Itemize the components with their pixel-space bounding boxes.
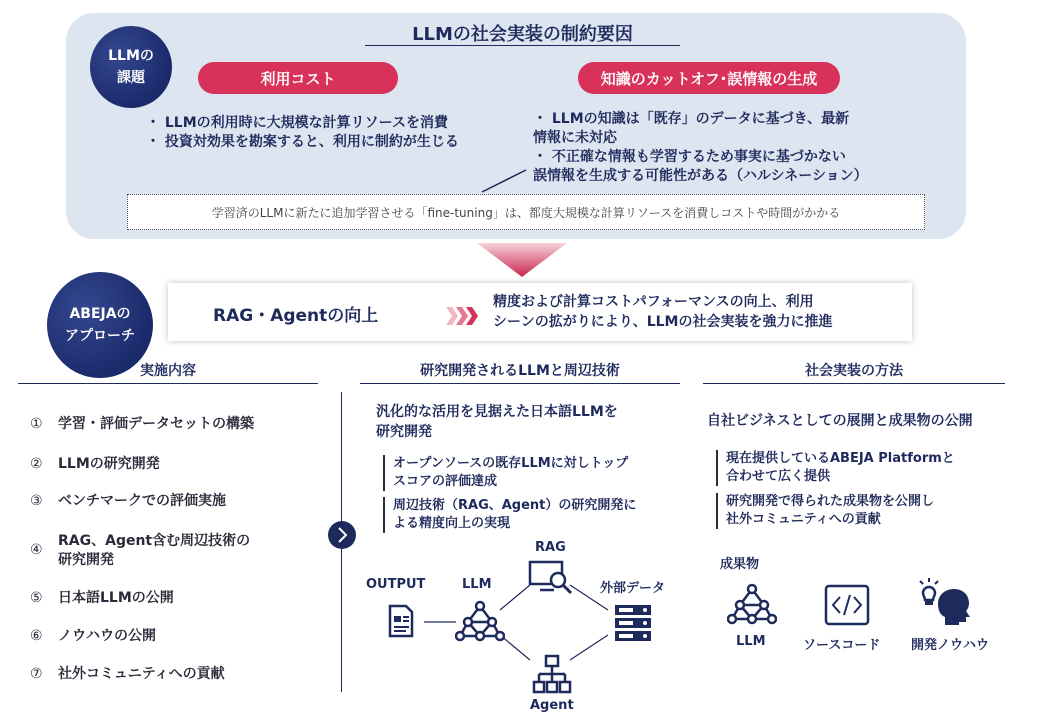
research-point-line2: スコアの評価達成 [393, 474, 498, 489]
research-point-line1: オープンソースの既存LLMに対しトップ [393, 456, 629, 471]
social-heading: 社会実装の方法 [805, 363, 903, 379]
deliverables-label: 成果物 [720, 557, 760, 572]
social-heading-line [703, 383, 1005, 384]
knowledge-point: ・ 不正確な情報も学習するため事実に基づかない [533, 149, 846, 165]
deliverable-code-label: ソースコード [803, 638, 881, 653]
cost-point: ・ LLMの利用時に大規模な計算リソースを消費 [146, 115, 448, 131]
item-number: ⑥ [30, 628, 43, 644]
knowledge-point: 情報に未対応 [533, 130, 617, 146]
social-point [716, 450, 996, 486]
chevron-right-icon [327, 520, 357, 550]
research-lead [376, 402, 676, 442]
social-point-line2: 合わせて広く提供 [726, 469, 831, 484]
callout-line [480, 160, 530, 194]
implementation-item [30, 492, 226, 511]
item-text-continued: 研究開発 [58, 552, 114, 568]
research-heading-line [360, 383, 680, 384]
implementation-item [30, 415, 254, 434]
rag-label: RAG [535, 540, 566, 555]
research-lead-line1: 汎化的な活用を見据えた日本語LLMを [376, 404, 618, 420]
research-point [383, 497, 673, 533]
approach-result-line1: 精度および計算コストパフォーマンスの向上、利用 [493, 294, 814, 310]
hierarchy-icon [532, 654, 572, 694]
deliverable-knowhow-label: 開発ノウハウ [911, 638, 990, 653]
item-text: ノウハウの公開 [58, 628, 156, 644]
cost-point: ・ 投資対効果を勘案すると、利用に制約が生じる [146, 134, 459, 150]
social-point-line1: 研究開発で得られた成果物を公開し [726, 494, 935, 509]
search-screen-icon [528, 560, 574, 596]
item-text: LLMの研究開発 [58, 456, 160, 472]
knowledge-point: ・ LLMの知識は「既存」のデータに基づき、最新 [533, 111, 850, 127]
constraints-title: LLMの社会実装の制約要因 [412, 24, 633, 45]
research-lead-line2: 研究開発 [376, 424, 432, 440]
social-point [716, 493, 996, 529]
knowledge-points [533, 110, 933, 186]
knowledge-cutoff-pill: 知識のカットオフ･誤情報の生成 [578, 62, 840, 94]
implementation-item [30, 589, 174, 608]
item-number: ② [30, 456, 43, 472]
implementation-heading-line [18, 383, 318, 384]
finetuning-note: 学習済のLLMに新たに追加学習させる「fine-tuning」は、都度大規模な計算リソースを消費しコストや時間がかかる [127, 194, 925, 230]
item-number: ⑦ [30, 666, 43, 682]
implementation-item [30, 455, 160, 474]
llm-issues-badge [90, 26, 172, 108]
approach-result [493, 292, 903, 332]
source-code-icon [824, 584, 870, 626]
database-server-icon [613, 603, 653, 643]
social-lead: 自社ビジネスとしての展開と成果物の公開 [707, 413, 973, 429]
item-text: 日本語LLMの公開 [58, 590, 174, 606]
deliverable-llm-label: LLM [736, 634, 766, 649]
agent-label: Agent [530, 698, 574, 713]
item-text: 学習・評価データセットの構築 [58, 416, 254, 432]
implementation-item [30, 665, 225, 684]
llm-issues-badge-line2: 課題 [117, 70, 145, 86]
research-heading: 研究開発されるLLMと周辺技術 [420, 363, 620, 379]
social-point-line2: 社外コミュニティへの貢献 [726, 512, 881, 527]
item-number: ① [30, 416, 43, 432]
down-arrow-icon [477, 243, 567, 277]
network-icon [727, 583, 777, 625]
research-point [383, 455, 673, 491]
abeja-approach-line2: アプローチ [65, 328, 135, 344]
document-icon [388, 604, 414, 638]
social-point-line1: 現在提供しているABEJA Platformと [726, 451, 955, 466]
knowledge-point: 誤情報を生成する可能性がある（ハルシネーション） [533, 168, 868, 184]
output-label: OUTPUT [366, 577, 426, 592]
research-point-line1: 周辺技術（RAG、Agent）の研究開発に [393, 498, 637, 513]
item-text: ベンチマークでの評価実施 [58, 493, 226, 509]
knowhow-head-icon [917, 577, 975, 627]
approach-label: RAG・Agentの向上 [213, 306, 379, 326]
item-number: ⑤ [30, 590, 43, 606]
item-number: ④ [30, 542, 43, 558]
chevrons-icon [446, 307, 478, 325]
llm-issues-badge-line1: LLMの [108, 48, 154, 64]
cost-points [146, 114, 526, 152]
implementation-item [30, 532, 250, 570]
implementation-heading: 実施内容 [140, 363, 196, 379]
approach-result-line2: シーンの拡がりにより、LLMの社会実装を強力に推進 [493, 314, 833, 330]
abeja-approach-line1: ABEJAの [69, 306, 131, 322]
llm-label: LLM [462, 577, 492, 592]
constraints-title-underline [365, 45, 680, 46]
implementation-item [30, 627, 156, 646]
item-text: 社外コミュニティへの貢献 [58, 666, 225, 682]
cost-pill: 利用コスト [198, 62, 398, 94]
item-number: ③ [30, 493, 43, 509]
external-data-label: 外部データ [600, 581, 666, 596]
research-point-line2: よる精度向上の実現 [393, 516, 511, 531]
network-icon [455, 600, 505, 642]
item-text: RAG、Agent含む周辺技術の [58, 533, 251, 549]
